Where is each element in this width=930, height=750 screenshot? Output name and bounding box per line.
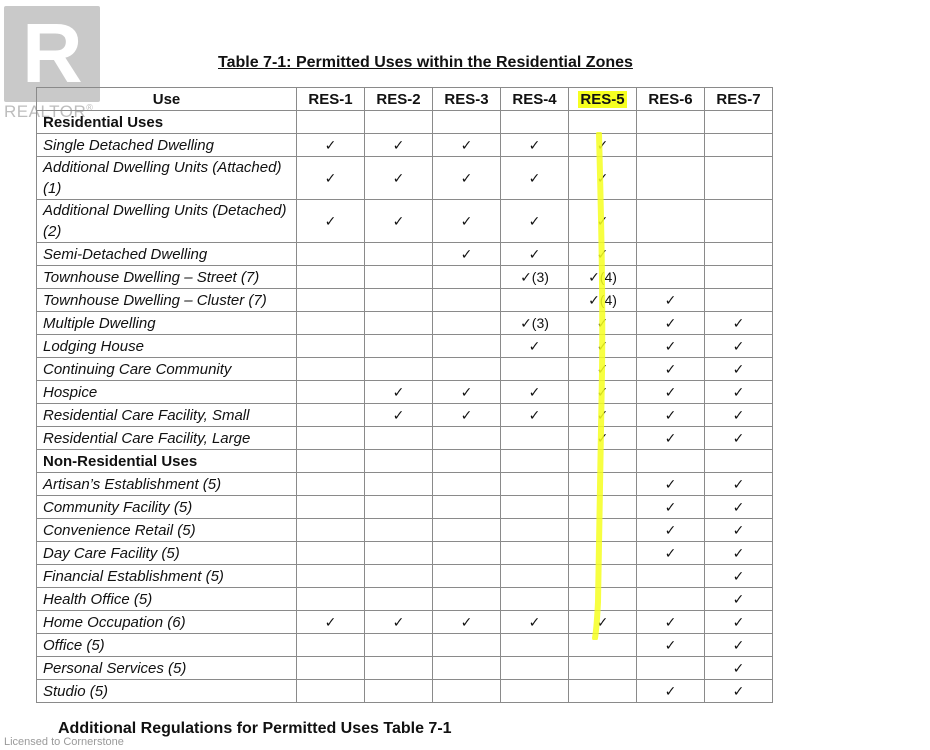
table-row <box>37 611 773 634</box>
permit-cell-res-4 <box>501 542 569 565</box>
permit-cell-res-1 <box>297 657 365 680</box>
permit-cell-res-6 <box>637 157 705 200</box>
table-row <box>37 381 773 404</box>
permit-cell-res-1 <box>297 680 365 703</box>
permitted-uses-table <box>36 87 773 703</box>
permit-cell-res-4: ✓ <box>501 335 569 358</box>
permit-cell-res-3: ✓ <box>433 157 501 200</box>
permit-cell-res-2 <box>365 358 433 381</box>
permit-cell-res-5: ✓(4) <box>569 289 637 312</box>
use-label: Townhouse Dwelling – Street (7) <box>37 266 297 289</box>
section-row <box>37 450 773 473</box>
header-res-5 <box>569 88 637 111</box>
permit-cell-res-7: ✓ <box>705 634 773 657</box>
use-label: Multiple Dwelling <box>37 312 297 335</box>
header-res-4 <box>501 88 569 111</box>
permit-cell-res-3 <box>433 680 501 703</box>
permit-cell-res-6 <box>637 200 705 243</box>
permit-cell-res-3 <box>433 450 501 473</box>
permit-cell-res-3: ✓ <box>433 381 501 404</box>
permit-cell-res-6 <box>637 657 705 680</box>
permit-cell-res-7: ✓ <box>705 542 773 565</box>
permit-cell-res-6: ✓ <box>637 634 705 657</box>
table-row <box>37 588 773 611</box>
table-row <box>37 657 773 680</box>
permit-cell-res-1 <box>297 404 365 427</box>
permit-cell-res-7: ✓ <box>705 381 773 404</box>
permit-cell-res-6: ✓ <box>637 427 705 450</box>
permit-cell-res-7: ✓ <box>705 565 773 588</box>
permit-cell-res-1 <box>297 519 365 542</box>
permit-cell-res-1 <box>297 588 365 611</box>
use-label: Additional Dwelling Units (Attached)(1) <box>37 157 297 200</box>
use-label: Additional Dwelling Units (Detached)(2) <box>37 200 297 243</box>
table-row <box>37 243 773 266</box>
permit-cell-res-5 <box>569 588 637 611</box>
permit-cell-res-3 <box>433 111 501 134</box>
permit-cell-res-7 <box>705 450 773 473</box>
registered-mark: ® <box>86 102 94 113</box>
header-label: RES-3 <box>444 90 489 108</box>
permit-cell-res-3 <box>433 473 501 496</box>
permit-cell-res-2 <box>365 496 433 519</box>
permit-cell-res-4 <box>501 657 569 680</box>
permit-cell-res-5 <box>569 680 637 703</box>
permit-cell-res-2 <box>365 450 433 473</box>
permit-cell-res-6: ✓ <box>637 473 705 496</box>
section-heading: Non-Residential Uses <box>37 450 297 473</box>
permit-cell-res-4: ✓ <box>501 381 569 404</box>
permit-cell-res-6 <box>637 565 705 588</box>
permit-cell-res-2: ✓ <box>365 381 433 404</box>
permit-cell-res-6: ✓ <box>637 358 705 381</box>
permit-cell-res-1 <box>297 450 365 473</box>
permit-cell-res-1: ✓ <box>297 611 365 634</box>
table-row <box>37 519 773 542</box>
permit-cell-res-6 <box>637 588 705 611</box>
use-label: Convenience Retail (5) <box>37 519 297 542</box>
permit-cell-res-7: ✓ <box>705 657 773 680</box>
header-label: RES-1 <box>308 90 353 108</box>
permit-cell-res-6 <box>637 266 705 289</box>
permit-cell-res-3: ✓ <box>433 134 501 157</box>
realtor-brand: REALTOR <box>4 102 87 121</box>
permit-cell-res-7 <box>705 200 773 243</box>
header-res-3 <box>433 88 501 111</box>
permit-cell-res-1: ✓ <box>297 134 365 157</box>
permit-cell-res-4: ✓ <box>501 200 569 243</box>
table-row <box>37 427 773 450</box>
permit-cell-res-3 <box>433 565 501 588</box>
header-label: RES-5 <box>580 90 625 108</box>
permit-cell-res-6 <box>637 243 705 266</box>
use-label: Townhouse Dwelling – Cluster (7) <box>37 289 297 312</box>
permit-cell-res-7: ✓ <box>705 312 773 335</box>
permit-cell-res-2 <box>365 473 433 496</box>
permit-cell-res-5: ✓ <box>569 381 637 404</box>
use-label: Personal Services (5) <box>37 657 297 680</box>
permit-cell-res-1 <box>297 111 365 134</box>
permit-cell-res-1 <box>297 381 365 404</box>
permit-cell-res-6 <box>637 111 705 134</box>
permit-cell-res-5 <box>569 519 637 542</box>
permit-cell-res-7: ✓ <box>705 427 773 450</box>
permit-cell-res-3 <box>433 335 501 358</box>
section-heading: Residential Uses <box>37 111 297 134</box>
permit-cell-res-5 <box>569 542 637 565</box>
permit-cell-res-2 <box>365 111 433 134</box>
permit-cell-res-2 <box>365 588 433 611</box>
permit-cell-res-3 <box>433 519 501 542</box>
permit-cell-res-7: ✓ <box>705 404 773 427</box>
permit-cell-res-7: ✓ <box>705 519 773 542</box>
table-row <box>37 496 773 519</box>
permit-cell-res-4: ✓ <box>501 134 569 157</box>
table-row <box>37 134 773 157</box>
use-label: Hospice <box>37 381 297 404</box>
permit-cell-res-5 <box>569 496 637 519</box>
permit-cell-res-1 <box>297 473 365 496</box>
permit-cell-res-2 <box>365 312 433 335</box>
permit-cell-res-4: ✓ <box>501 157 569 200</box>
permit-cell-res-7 <box>705 111 773 134</box>
use-label: Office (5) <box>37 634 297 657</box>
permit-cell-res-4 <box>501 111 569 134</box>
table-row <box>37 542 773 565</box>
table-row <box>37 680 773 703</box>
table-row <box>37 200 773 243</box>
permit-cell-res-2: ✓ <box>365 611 433 634</box>
permit-cell-res-7: ✓ <box>705 335 773 358</box>
permit-cell-res-5 <box>569 634 637 657</box>
permit-cell-res-1 <box>297 427 365 450</box>
table-row <box>37 358 773 381</box>
table-row <box>37 289 773 312</box>
permit-cell-res-6: ✓ <box>637 335 705 358</box>
permit-cell-res-4: ✓ <box>501 611 569 634</box>
permit-cell-res-3 <box>433 542 501 565</box>
permit-cell-res-6: ✓ <box>637 611 705 634</box>
permit-cell-res-3 <box>433 496 501 519</box>
permit-cell-res-3 <box>433 358 501 381</box>
permit-cell-res-7: ✓ <box>705 680 773 703</box>
permit-cell-res-1 <box>297 542 365 565</box>
table-row <box>37 157 773 200</box>
use-label: Single Detached Dwelling <box>37 134 297 157</box>
permit-cell-res-2 <box>365 542 433 565</box>
license-watermark: Licensed to Cornerstone <box>4 736 124 748</box>
permit-cell-res-6: ✓ <box>637 312 705 335</box>
header-label: RES-2 <box>376 90 421 108</box>
permit-cell-res-2 <box>365 519 433 542</box>
use-label: Semi-Detached Dwelling <box>37 243 297 266</box>
permit-cell-res-5: ✓ <box>569 200 637 243</box>
permit-cell-res-2 <box>365 565 433 588</box>
use-label: Home Occupation (6) <box>37 611 297 634</box>
permit-cell-res-6: ✓ <box>637 542 705 565</box>
permit-cell-res-5: ✓ <box>569 358 637 381</box>
permit-cell-res-7: ✓ <box>705 473 773 496</box>
permit-cell-res-7 <box>705 289 773 312</box>
header-res-2 <box>365 88 433 111</box>
permit-cell-res-5: ✓(4) <box>569 266 637 289</box>
permit-cell-res-4 <box>501 588 569 611</box>
permit-cell-res-2 <box>365 266 433 289</box>
permit-cell-res-4: ✓(3) <box>501 266 569 289</box>
permit-cell-res-7 <box>705 134 773 157</box>
permit-cell-res-7 <box>705 243 773 266</box>
permit-cell-res-5: ✓ <box>569 611 637 634</box>
permit-cell-res-2: ✓ <box>365 200 433 243</box>
permit-cell-res-4: ✓ <box>501 243 569 266</box>
table-row <box>37 565 773 588</box>
permit-cell-res-6 <box>637 134 705 157</box>
header-res-7 <box>705 88 773 111</box>
permit-cell-res-6: ✓ <box>637 404 705 427</box>
permit-cell-res-1 <box>297 289 365 312</box>
permit-cell-res-1 <box>297 634 365 657</box>
realtor-logo-letter: R <box>22 6 83 100</box>
permit-cell-res-2 <box>365 427 433 450</box>
permit-cell-res-6: ✓ <box>637 381 705 404</box>
permit-cell-res-6: ✓ <box>637 519 705 542</box>
permit-cell-res-6: ✓ <box>637 289 705 312</box>
permit-cell-res-3 <box>433 312 501 335</box>
permit-cell-res-1 <box>297 266 365 289</box>
permit-cell-res-7: ✓ <box>705 496 773 519</box>
permit-cell-res-4 <box>501 519 569 542</box>
permit-cell-res-4 <box>501 358 569 381</box>
table-header-row <box>37 88 773 111</box>
header-label: RES-4 <box>512 90 557 108</box>
permit-cell-res-3 <box>433 634 501 657</box>
permit-cell-res-1 <box>297 335 365 358</box>
permit-cell-res-3 <box>433 427 501 450</box>
permit-cell-res-2 <box>365 243 433 266</box>
header-res-1 <box>297 88 365 111</box>
permit-cell-res-3 <box>433 588 501 611</box>
use-label: Residential Care Facility, Small <box>37 404 297 427</box>
permit-cell-res-5: ✓ <box>569 427 637 450</box>
permit-cell-res-4: ✓ <box>501 404 569 427</box>
permit-cell-res-1 <box>297 565 365 588</box>
header-label: Use <box>152 90 181 108</box>
table-row <box>37 335 773 358</box>
permit-cell-res-3 <box>433 657 501 680</box>
use-label: Continuing Care Community <box>37 358 297 381</box>
additional-regulations-heading: Additional Regulations for Permitted Uses Table 7-1 <box>58 720 452 737</box>
permit-cell-res-2: ✓ <box>365 134 433 157</box>
permit-cell-res-4 <box>501 634 569 657</box>
permit-cell-res-4 <box>501 450 569 473</box>
use-label: Financial Establishment (5) <box>37 565 297 588</box>
permit-cell-res-4 <box>501 289 569 312</box>
permit-cell-res-2: ✓ <box>365 157 433 200</box>
permit-cell-res-4 <box>501 565 569 588</box>
permit-cell-res-4 <box>501 427 569 450</box>
permit-cell-res-6 <box>637 450 705 473</box>
use-label: Studio (5) <box>37 680 297 703</box>
permit-cell-res-4 <box>501 496 569 519</box>
permit-cell-res-7 <box>705 157 773 200</box>
header-use <box>37 88 297 111</box>
use-label: Lodging House <box>37 335 297 358</box>
permit-cell-res-5: ✓ <box>569 312 637 335</box>
permit-cell-res-1 <box>297 243 365 266</box>
permit-cell-res-7 <box>705 266 773 289</box>
permit-cell-res-3: ✓ <box>433 404 501 427</box>
permit-cell-res-5: ✓ <box>569 335 637 358</box>
permit-cell-res-1 <box>297 312 365 335</box>
header-res-6 <box>637 88 705 111</box>
permit-cell-res-6: ✓ <box>637 496 705 519</box>
table-row <box>37 266 773 289</box>
permit-cell-res-2: ✓ <box>365 404 433 427</box>
permit-cell-res-3: ✓ <box>433 200 501 243</box>
use-label: Artisan’s Establishment (5) <box>37 473 297 496</box>
permit-cell-res-1: ✓ <box>297 157 365 200</box>
table-body <box>37 111 773 703</box>
permit-cell-res-2 <box>365 657 433 680</box>
permit-cell-res-4 <box>501 473 569 496</box>
permit-cell-res-4 <box>501 680 569 703</box>
table-row <box>37 404 773 427</box>
permit-cell-res-5 <box>569 473 637 496</box>
table-title: Table 7-1: Permitted Uses within the Residential Zones <box>218 54 633 71</box>
permit-cell-res-7: ✓ <box>705 611 773 634</box>
permit-cell-res-3 <box>433 289 501 312</box>
permit-cell-res-6: ✓ <box>637 680 705 703</box>
use-label: Residential Care Facility, Large <box>37 427 297 450</box>
permit-cell-res-5 <box>569 657 637 680</box>
permit-cell-res-3: ✓ <box>433 243 501 266</box>
permit-cell-res-3: ✓ <box>433 611 501 634</box>
permit-cell-res-2 <box>365 634 433 657</box>
section-row <box>37 111 773 134</box>
permit-cell-res-1 <box>297 496 365 519</box>
permit-cell-res-3 <box>433 266 501 289</box>
permit-cell-res-7: ✓ <box>705 588 773 611</box>
permit-cell-res-7: ✓ <box>705 358 773 381</box>
permit-cell-res-2 <box>365 680 433 703</box>
header-label: RES-6 <box>648 90 693 108</box>
use-label: Day Care Facility (5) <box>37 542 297 565</box>
table-row <box>37 634 773 657</box>
permit-cell-res-5 <box>569 565 637 588</box>
use-label: Community Facility (5) <box>37 496 297 519</box>
permit-cell-res-4: ✓(3) <box>501 312 569 335</box>
header-label: RES-7 <box>716 90 761 108</box>
permit-cell-res-2 <box>365 289 433 312</box>
permit-cell-res-5 <box>569 111 637 134</box>
permit-cell-res-5: ✓ <box>569 404 637 427</box>
permit-cell-res-5: ✓ <box>569 134 637 157</box>
use-label: Health Office (5) <box>37 588 297 611</box>
permit-cell-res-1 <box>297 358 365 381</box>
permit-cell-res-5 <box>569 450 637 473</box>
permit-cell-res-5: ✓ <box>569 157 637 200</box>
table-row <box>37 312 773 335</box>
permit-cell-res-5: ✓ <box>569 243 637 266</box>
table-row <box>37 473 773 496</box>
permit-cell-res-1: ✓ <box>297 200 365 243</box>
permit-cell-res-2 <box>365 335 433 358</box>
